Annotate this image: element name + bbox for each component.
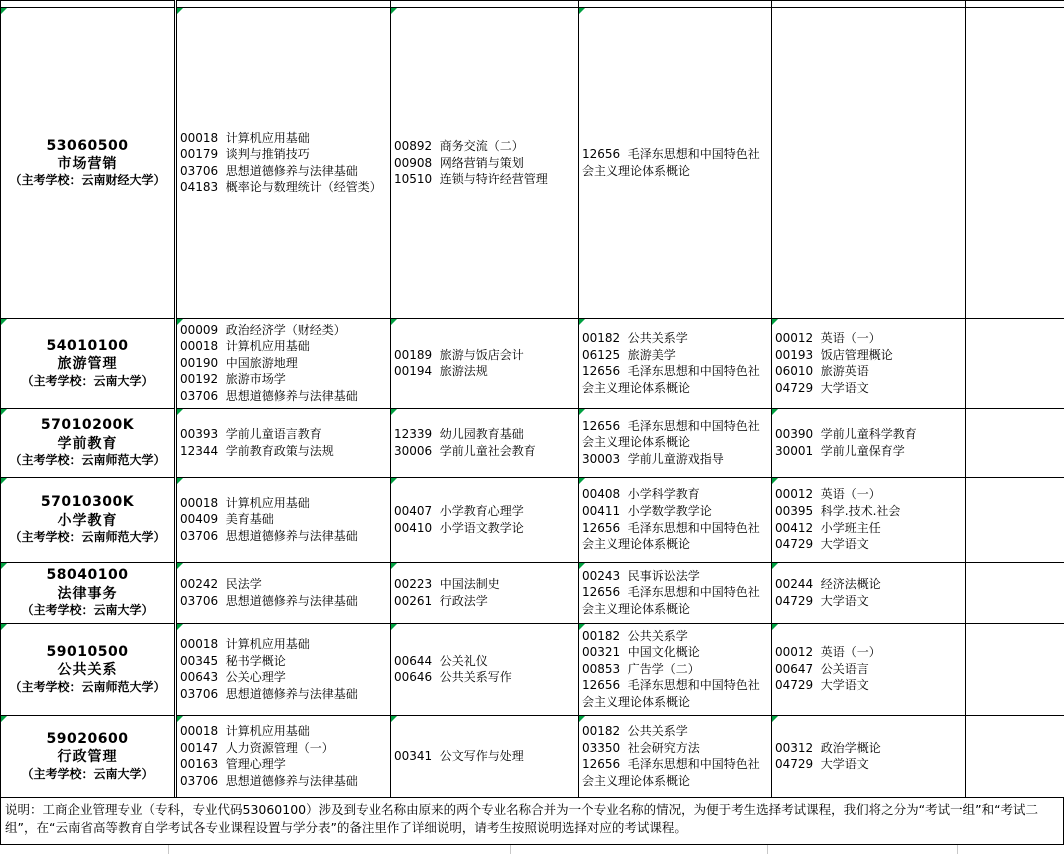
course-item: 00182 公共关系学 (582, 628, 768, 645)
major-name: 公共关系 (4, 661, 171, 679)
course-item: 04183 概率论与数理统计（经管类） (180, 179, 387, 196)
course-item: 00009 政治经济学（财经类） (180, 322, 387, 339)
cell-flag-triangle-icon (177, 478, 183, 484)
cell-flag-triangle-icon (1, 319, 7, 325)
course-item: 04729 大学语文 (775, 380, 962, 397)
course-item: 00647 公关语言 (775, 661, 962, 678)
course-item: 00410 小学语文教学论 (394, 520, 575, 537)
cutoff-cell (176, 1, 391, 8)
course-cell[interactable] (772, 562, 966, 623)
course-item: 00018 计算机应用基础 (180, 723, 387, 740)
major-code: 59010500 (4, 643, 171, 661)
course-cell[interactable] (772, 8, 966, 319)
course-cell[interactable] (176, 408, 391, 477)
course-item: 03706 思想道德修养与法律基础 (180, 686, 387, 703)
course-item: 00189 旅游与饭店会计 (394, 347, 575, 364)
cutoff-cell (391, 1, 579, 8)
cell-flag-triangle-icon (579, 319, 585, 325)
cutoff-cell (966, 1, 1064, 8)
table-row (1, 623, 1064, 715)
cell-flag-triangle-icon (1, 409, 7, 415)
course-item: 12656 毛泽东思想和中国特色社会主义理论体系概论 (582, 677, 768, 710)
course-cell[interactable] (579, 477, 772, 562)
course-item: 00163 管理心理学 (180, 756, 387, 773)
cell-flag-triangle-icon (579, 409, 585, 415)
course-cell[interactable] (391, 562, 579, 623)
course-item: 00018 计算机应用基础 (180, 636, 387, 653)
cell-flag-triangle-icon (1, 563, 7, 569)
course-item: 00192 旅游市场学 (180, 371, 387, 388)
course-item: 06010 旅游英语 (775, 363, 962, 380)
major-school: （主考学校：云南师范大学） (4, 453, 171, 469)
course-item: 03706 思想道德修养与法律基础 (180, 593, 387, 610)
faint-gridline (510, 845, 511, 854)
table-row (1, 8, 1064, 319)
course-item: 03350 社会研究方法 (582, 740, 768, 757)
major-name: 旅游管理 (4, 355, 171, 373)
cutoff-cell (1, 1, 176, 8)
major-cell[interactable] (1, 318, 176, 408)
cell-flag-triangle-icon (391, 409, 397, 415)
course-item: 12339 幼儿园教育基础 (394, 426, 575, 443)
course-item: 00243 民事诉讼法学 (582, 568, 768, 585)
faint-gridline (168, 845, 169, 854)
course-item: 00182 公共关系学 (582, 330, 768, 347)
course-item: 00908 网络营销与策划 (394, 155, 575, 172)
course-cell[interactable] (176, 562, 391, 623)
course-item: 00407 小学教育心理学 (394, 503, 575, 520)
course-item: 12656 毛泽东思想和中国特色社会主义理论体系概论 (582, 146, 768, 179)
course-item: 00312 政治学概论 (775, 740, 962, 757)
course-cell[interactable] (966, 477, 1064, 562)
course-item: 12656 毛泽东思想和中国特色社会主义理论体系概论 (582, 756, 768, 789)
course-item: 12656 毛泽东思想和中国特色社会主义理论体系概论 (582, 363, 768, 396)
course-cell[interactable] (579, 318, 772, 408)
course-item: 12656 毛泽东思想和中国特色社会主义理论体系概论 (582, 520, 768, 553)
course-item: 00411 小学数学教学论 (582, 503, 768, 520)
major-code: 57010200K (4, 416, 171, 434)
table-row (1, 715, 1064, 797)
cell-flag-triangle-icon (177, 8, 183, 14)
table-row (1, 408, 1064, 477)
course-cell[interactable] (772, 623, 966, 715)
course-item: 00412 小学班主任 (775, 520, 962, 537)
cell-flag-triangle-icon (177, 624, 183, 630)
cell-flag-triangle-icon (177, 563, 183, 569)
major-school: （主考学校：云南师范大学） (4, 530, 171, 546)
cell-flag-triangle-icon (391, 563, 397, 569)
course-cell[interactable] (176, 477, 391, 562)
course-item: 04729 大学语文 (775, 677, 962, 694)
major-cell[interactable] (1, 477, 176, 562)
course-item: 00395 科学.技术.社会 (775, 503, 962, 520)
course-item: 04729 大学语文 (775, 756, 962, 773)
course-cell[interactable] (391, 623, 579, 715)
cell-flag-triangle-icon (579, 624, 585, 630)
major-school: （主考学校：云南师范大学） (4, 680, 171, 696)
course-cell[interactable] (176, 8, 391, 319)
course-item: 00190 中国旅游地理 (180, 355, 387, 372)
table-row (1, 477, 1064, 562)
major-school: （主考学校：云南大学） (4, 603, 171, 619)
major-cell[interactable] (1, 408, 176, 477)
course-item: 00012 英语（一） (775, 644, 962, 661)
cell-flag-triangle-icon (177, 319, 183, 325)
course-item: 00193 饭店管理概论 (775, 347, 962, 364)
course-item: 00853 广告学（二） (582, 661, 768, 678)
course-item: 00646 公共关系写作 (394, 669, 575, 686)
course-cell[interactable] (772, 318, 966, 408)
cell-flag-triangle-icon (772, 478, 778, 484)
course-cell[interactable] (966, 318, 1064, 408)
cell-flag-triangle-icon (772, 409, 778, 415)
course-item: 30001 学前儿童保育学 (775, 443, 962, 460)
table-row (1, 562, 1064, 623)
course-item: 00321 中国文化概论 (582, 644, 768, 661)
course-item: 03706 思想道德修养与法律基础 (180, 163, 387, 180)
course-item: 12656 毛泽东思想和中国特色社会主义理论体系概论 (582, 584, 768, 617)
table-row (1, 318, 1064, 408)
course-item: 06125 旅游美学 (582, 347, 768, 364)
course-cell[interactable] (176, 715, 391, 797)
course-cell[interactable] (391, 715, 579, 797)
cell-flag-triangle-icon (1, 716, 7, 722)
course-cell[interactable] (966, 8, 1064, 319)
major-code: 59020600 (4, 730, 171, 748)
major-code: 54010100 (4, 337, 171, 355)
cutoff-cell (579, 1, 772, 8)
cell-flag-triangle-icon (1, 478, 7, 484)
cell-flag-triangle-icon (391, 8, 397, 14)
course-item: 00223 中国法制史 (394, 576, 575, 593)
cell-flag-triangle-icon (579, 563, 585, 569)
course-item: 00179 谈判与推销技巧 (180, 146, 387, 163)
faint-gridline (957, 845, 958, 854)
major-name: 学前教育 (4, 435, 171, 453)
cell-flag-triangle-icon (391, 319, 397, 325)
cell-flag-triangle-icon (772, 716, 778, 722)
course-item: 00892 商务交流（二） (394, 138, 575, 155)
course-item: 04729 大学语文 (775, 593, 962, 610)
major-name: 市场营销 (4, 155, 171, 173)
cell-flag-triangle-icon (177, 409, 183, 415)
course-cell[interactable] (176, 623, 391, 715)
course-item: 00018 计算机应用基础 (180, 338, 387, 355)
cell-flag-triangle-icon (772, 319, 778, 325)
course-item: 00244 经济法概论 (775, 576, 962, 593)
course-item: 00393 学前儿童语言教育 (180, 426, 387, 443)
course-cell[interactable] (176, 318, 391, 408)
cell-flag-triangle-icon (1, 624, 7, 630)
cell-flag-triangle-icon (772, 563, 778, 569)
cell-flag-triangle-icon (1, 8, 7, 14)
footer-note-text: 说明：工商企业管理专业（专科，专业代码53060100）涉及到专业名称由原来的两个专业名称合并为一个专业名称的情况，为便于考生选择考试课程，我们将之分为“考试一组”和“考试二组”，在“云南省高等教育自学考试各专业课程设置与学分表”的备注里作了详细说明，请考生按照说明选择对应的考试课程。 (5, 802, 1038, 836)
course-item: 00242 民法学 (180, 576, 387, 593)
major-school: （主考学校：云南大学） (4, 767, 171, 783)
major-name: 法律事务 (4, 585, 171, 603)
course-item: 03706 思想道德修养与法律基础 (180, 773, 387, 790)
course-cell[interactable] (579, 623, 772, 715)
course-item: 10510 连锁与特许经营管理 (394, 171, 575, 188)
course-item: 00390 学前儿童科学教育 (775, 426, 962, 443)
course-item: 00147 人力资源管理（一） (180, 740, 387, 757)
cutoff-row (1, 1, 1064, 8)
course-cell[interactable] (391, 318, 579, 408)
course-item: 03706 思想道德修养与法律基础 (180, 528, 387, 545)
major-cell[interactable] (1, 562, 176, 623)
course-cell[interactable] (579, 408, 772, 477)
cell-flag-triangle-icon (391, 716, 397, 722)
course-cell[interactable] (579, 715, 772, 797)
course-cell[interactable] (391, 477, 579, 562)
cell-flag-triangle-icon (579, 8, 585, 14)
cutoff-cell (772, 1, 966, 8)
course-item: 04729 大学语文 (775, 536, 962, 553)
cell-flag-triangle-icon (772, 624, 778, 630)
major-code: 58040100 (4, 566, 171, 584)
course-cell[interactable] (391, 8, 579, 319)
course-cell[interactable] (579, 562, 772, 623)
course-item: 30006 学前儿童社会教育 (394, 443, 575, 460)
course-cell[interactable] (966, 408, 1064, 477)
course-cell[interactable] (966, 562, 1064, 623)
major-school: （主考学校：云南财经大学） (4, 173, 171, 189)
major-school: （主考学校：云南大学） (4, 374, 171, 390)
course-item: 03706 思想道德修养与法律基础 (180, 388, 387, 405)
course-item: 00408 小学科学教育 (582, 486, 768, 503)
course-item: 00194 旅游法规 (394, 363, 575, 380)
course-item: 00261 行政法学 (394, 593, 575, 610)
major-code: 57010300K (4, 493, 171, 511)
course-cell[interactable] (966, 623, 1064, 715)
major-cell[interactable] (1, 8, 176, 319)
course-cell[interactable] (391, 408, 579, 477)
major-name: 行政管理 (4, 748, 171, 766)
course-cell[interactable] (579, 8, 772, 319)
cell-flag-triangle-icon (391, 624, 397, 630)
cell-flag-triangle-icon (579, 478, 585, 484)
course-item: 00012 英语（一） (775, 486, 962, 503)
course-item: 00345 秘书学概论 (180, 653, 387, 670)
course-item: 00182 公共关系学 (582, 723, 768, 740)
course-item: 00012 英语（一） (775, 330, 962, 347)
course-cell[interactable] (772, 408, 966, 477)
course-item: 00643 公关心理学 (180, 669, 387, 686)
course-item: 00018 计算机应用基础 (180, 130, 387, 147)
cell-flag-triangle-icon (391, 478, 397, 484)
course-item: 30003 学前儿童游戏指导 (582, 451, 768, 468)
cell-flag-triangle-icon (579, 716, 585, 722)
bottom-gridline-strip (0, 845, 1064, 854)
major-cell[interactable] (1, 715, 176, 797)
footer-note (0, 797, 1064, 846)
course-cell[interactable] (772, 477, 966, 562)
course-item: 12344 学前教育政策与法规 (180, 443, 387, 460)
major-name: 小学教育 (4, 512, 171, 530)
course-item: 00644 公关礼仪 (394, 653, 575, 670)
faint-gridline (767, 845, 768, 854)
cell-flag-triangle-icon (177, 716, 183, 722)
course-cell[interactable] (772, 715, 966, 797)
course-cell[interactable] (966, 715, 1064, 797)
course-item: 12656 毛泽东思想和中国特色社会主义理论体系概论 (582, 418, 768, 451)
course-item: 00018 计算机应用基础 (180, 495, 387, 512)
major-cell[interactable] (1, 623, 176, 715)
course-item: 00341 公文写作与处理 (394, 748, 575, 765)
major-code: 53060500 (4, 137, 171, 155)
course-item: 00409 美育基础 (180, 511, 387, 528)
